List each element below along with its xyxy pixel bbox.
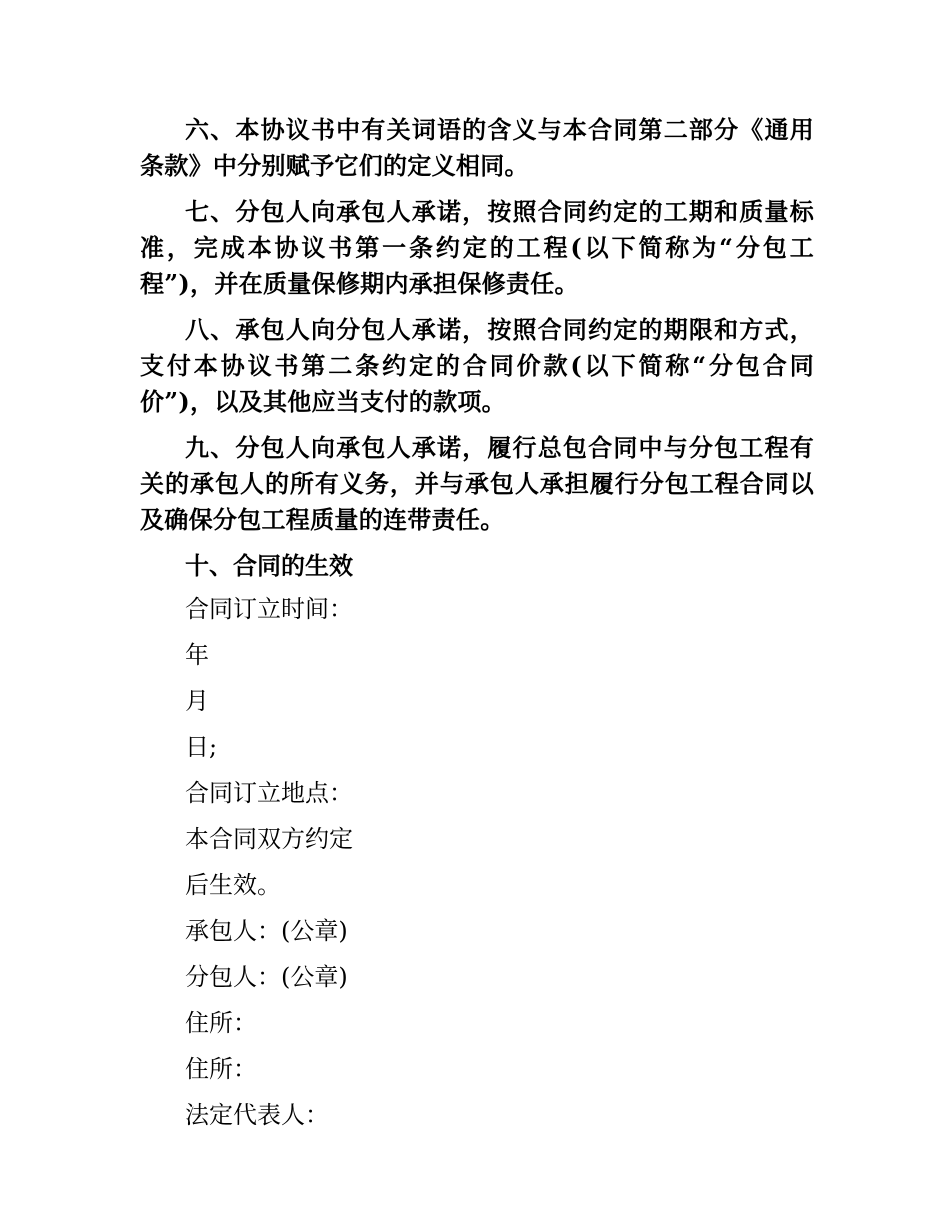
signature-fields (140, 594, 814, 1130)
clause-9-paragraph: 九、分包人向承包人承诺，履行总包合同中与分包工程有关的承包人的所有义务，并与承包人承担履行分包工程合同以及确保分包工程质量的连带责任。 (140, 433, 814, 534)
clause-10-heading: 十、合同的生效 (185, 551, 353, 580)
effective-line: 后生效。 (185, 871, 281, 899)
legal-representative-label: 法定代表人： (185, 1101, 329, 1129)
contract-place-label: 合同订立地点： (185, 779, 353, 807)
agreement-line: 本合同双方约定 (185, 825, 353, 853)
month-label: 月 (185, 687, 209, 715)
subcontractor-address-label: 住所： (185, 1055, 257, 1083)
contract-date-label: 合同订立时间： (185, 595, 353, 623)
contractor-seal-label: 承包人：(公章) (185, 917, 348, 945)
day-label: 日; (185, 733, 218, 761)
clause-8-paragraph: 八、承包人向分包人承诺，按照合同约定的期限和方式，支付本协议书第二条约定的合同价款(以下简称“分包合同价”)，以及其他应当支付的款项。 (140, 315, 814, 416)
clause-7-paragraph: 七、分包人向承包人承诺，按照合同约定的工期和质量标准，完成本协议书第一条约定的工程(以下简称为“分包工程”)，并在质量保修期内承担保修责任。 (140, 197, 814, 298)
clause-6-paragraph: 六、本协议书中有关词语的含义与本合同第二部分《通用条款》中分别赋予它们的定义相同。 (140, 115, 814, 180)
year-label: 年 (185, 641, 209, 669)
subcontractor-seal-label: 分包人：(公章) (185, 963, 348, 991)
contractor-address-label: 住所： (185, 1009, 257, 1037)
